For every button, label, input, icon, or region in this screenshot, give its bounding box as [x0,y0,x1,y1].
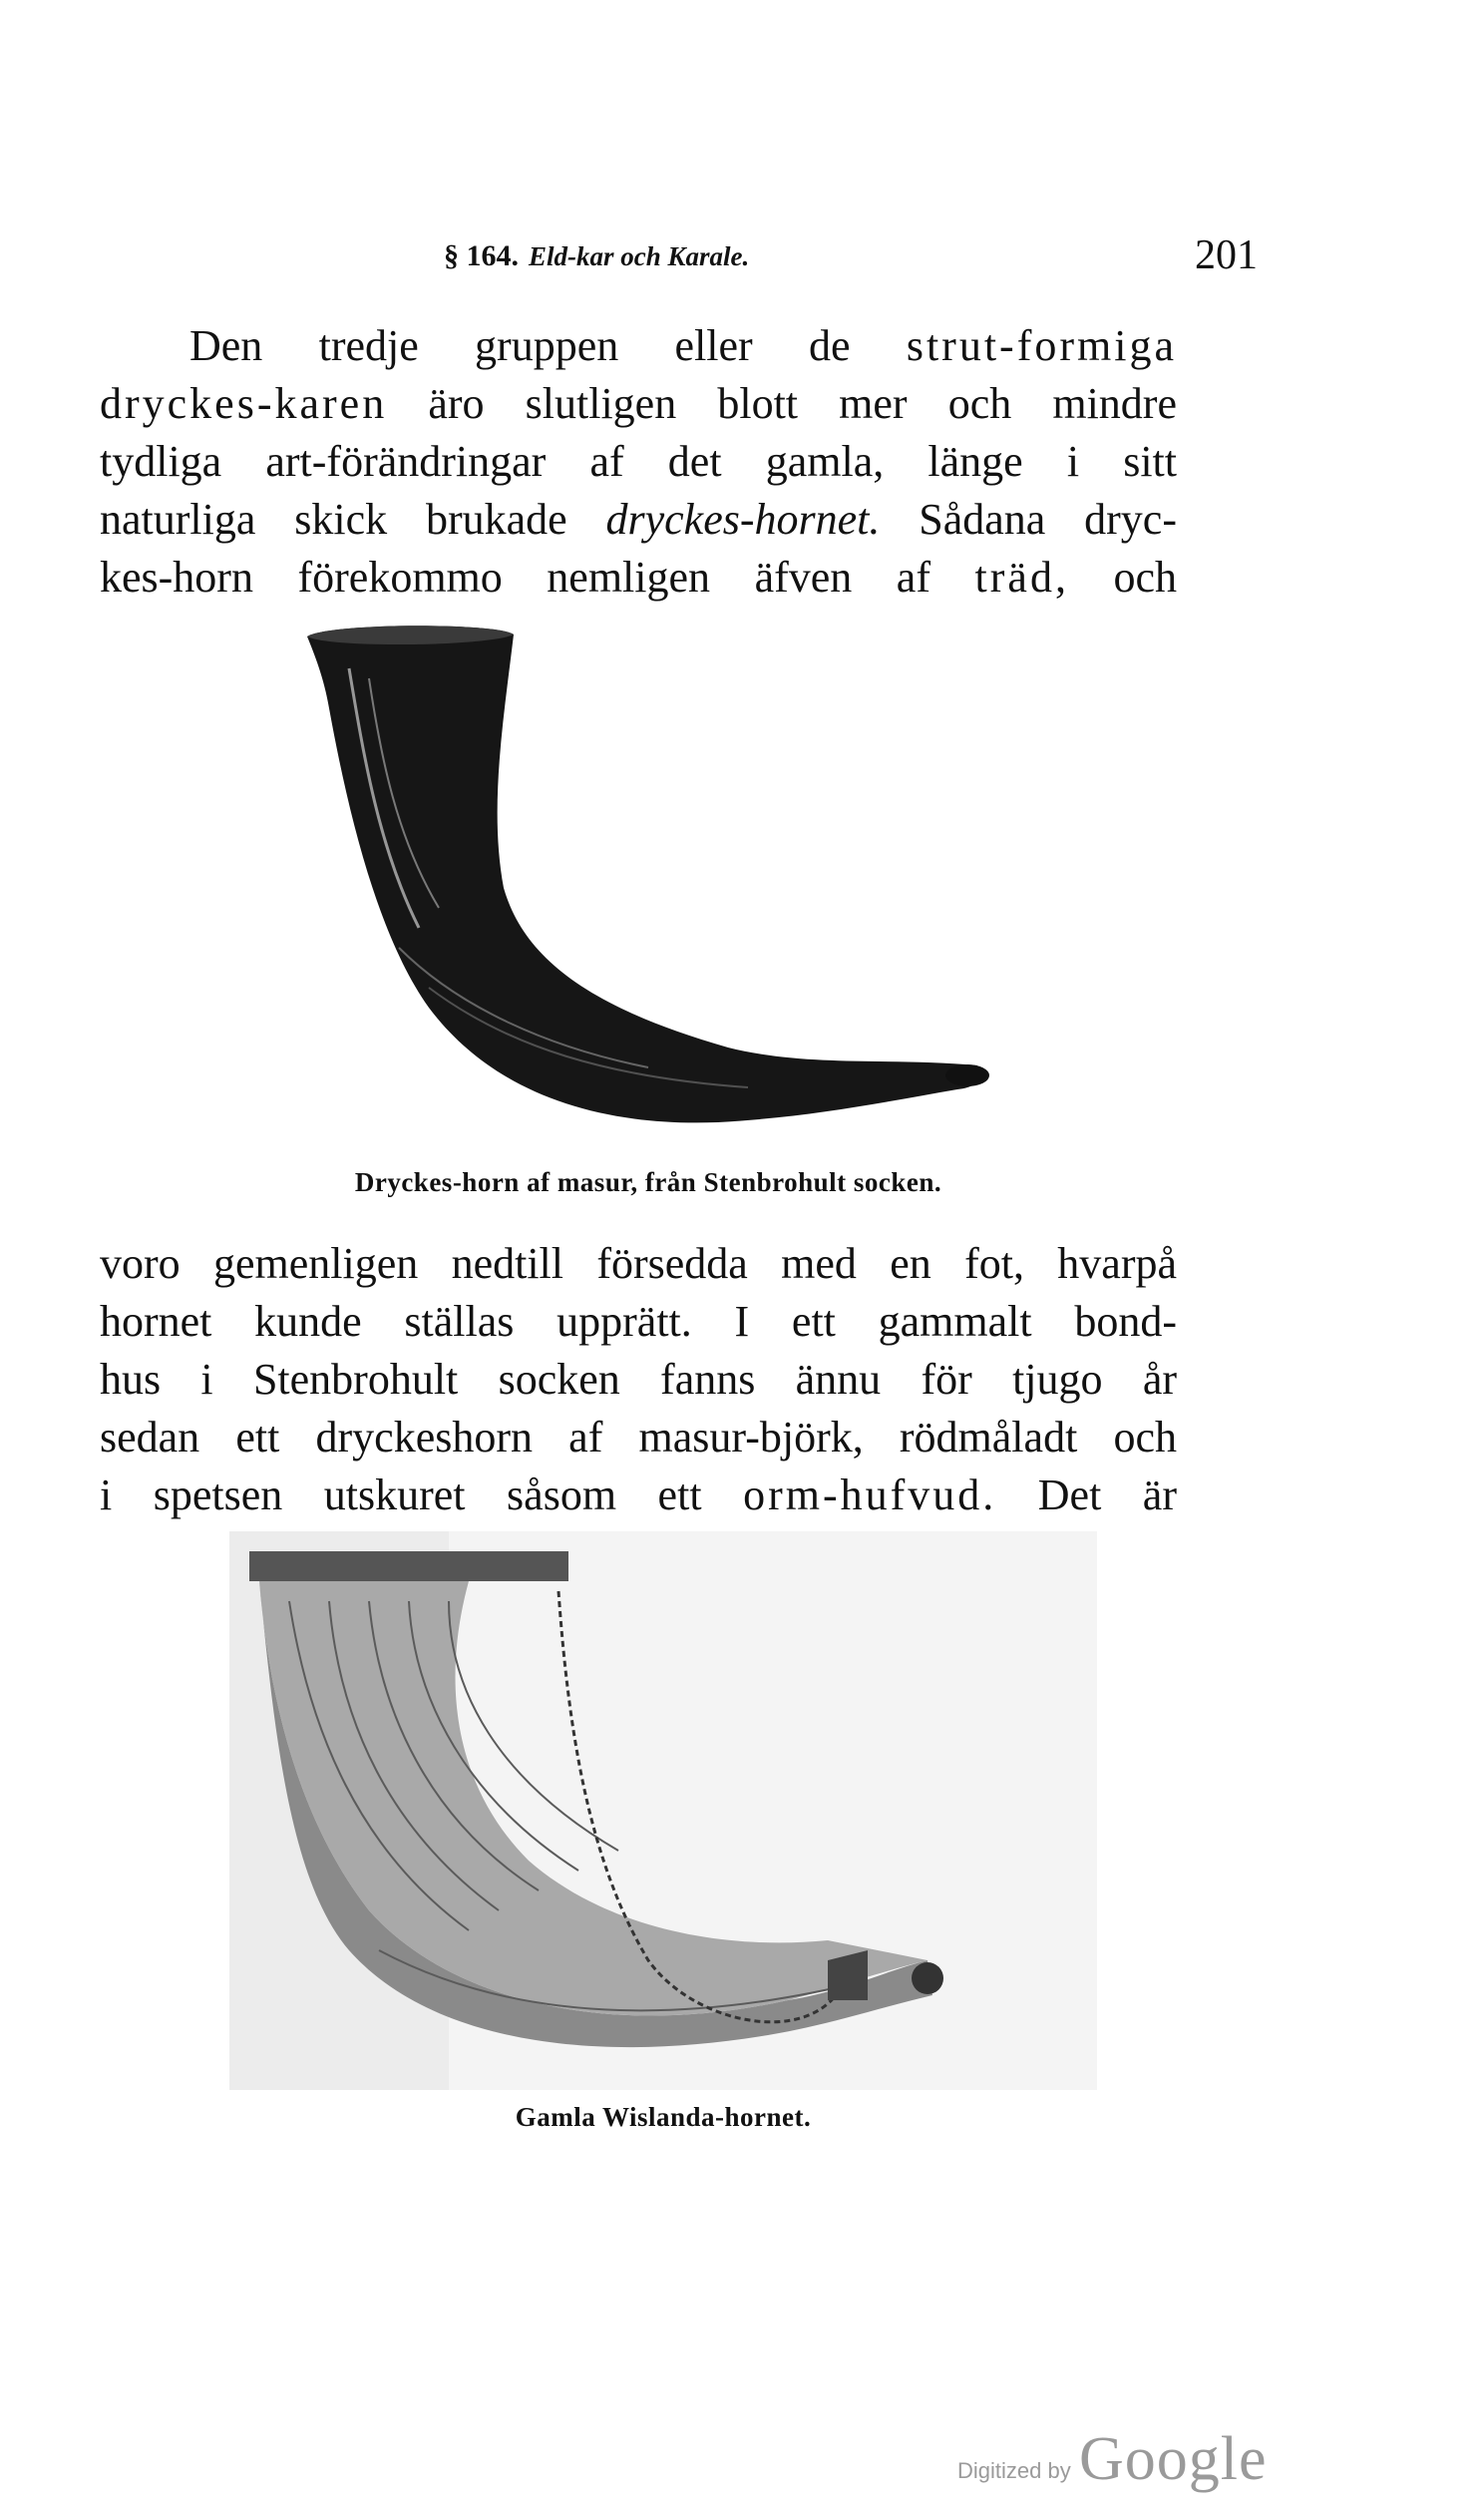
text-line: sedan ett dryckeshorn af masur-björk, rödmåladt och [100,1413,1177,1462]
running-header [100,231,1258,291]
wislanda-horn-illustration [229,1531,1097,2090]
digitized-watermark [957,2424,1268,2504]
page-number: 201 [1195,232,1258,278]
paragraph-2 [100,1235,1177,1524]
text-line: dryckes-karen äro slutligen blott mer och mindre [100,379,1177,428]
text-line: naturliga skick brukade dryckes-hornet. Sådana dryc- [100,495,1177,544]
paragraph-1 [100,317,1177,607]
section-title: Eld-kar och Karale. [529,241,750,271]
text-line: Den tredje gruppen eller de strut-formiga [189,321,1177,370]
figure-caption: Dryckes-horn af masur, från Stenbrohult socken. [354,1167,942,1197]
figure-wislanda-horn [229,1531,1097,2150]
text-line: tydliga art-förändringar af det gamla, länge i sitt [100,437,1177,486]
text-line: i spetsen utskuret såsom ett orm-hufvud. Det är [100,1470,1177,1519]
section-number: § 164. [444,239,519,272]
figure-caption: Gamla Wislanda-hornet. [515,2102,812,2132]
text-line: voro gemenligen nedtill försedda med en fot, hvarpå [100,1239,1177,1288]
digitized-by-label: Digitized by [957,2458,1071,2483]
figure-drinking-horn-masur [289,609,1007,1197]
text-line: kes-horn förekommo nemligen äfven af träd, och [100,553,1177,602]
text-line: hus i Stenbrohult socken fanns ännu för tjugo år [100,1355,1177,1404]
section-heading [444,239,749,273]
text-line: hornet kunde ställas upprätt. I ett gammalt bond- [100,1297,1177,1346]
drinking-horn-illustration [289,609,1007,1167]
google-logo: Google [1079,2425,1268,2493]
